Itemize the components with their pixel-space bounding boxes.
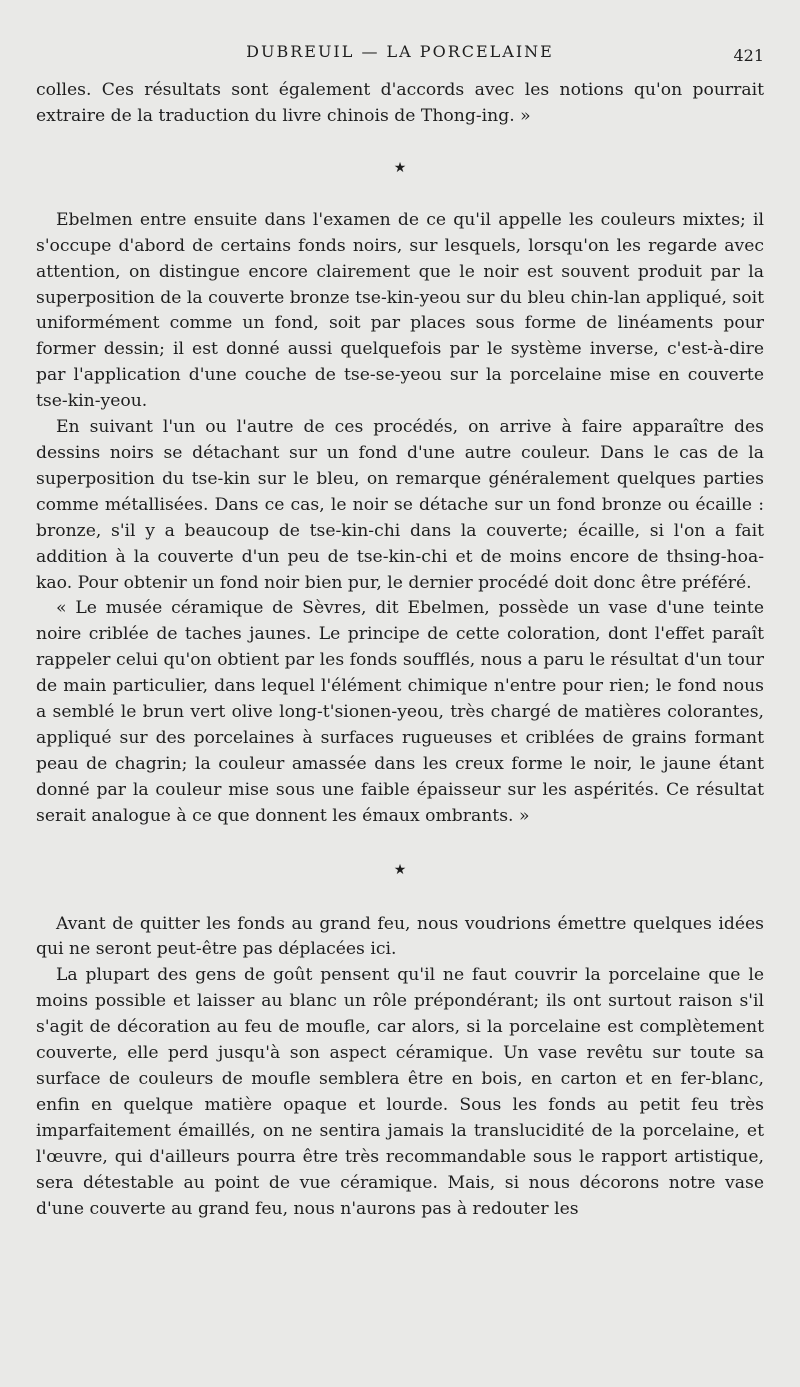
running-title: DUBREUIL — LA PORCELAINE	[246, 42, 554, 61]
paragraph: En suivant l'un ou l'autre de ces procédés, on arrive à faire apparaître des dessins noirs se détachant sur un fond d'une autre couleur. Dans le cas de la superposition du tse-kin sur le bleu, on remarque généralement quelques parties comme métallisées. Dans ce cas, le noir se détache sur un fond bronze ou écaille : bronze, s'il y a beaucoup de tse-kin-chi dans la couverte; écaille, si l'on a fait addition à la couverte d'un peu de tse-kin-chi et de moins encore de thsing-hoa-kao. Pour obtenir un fond noir bien pur, le dernier procédé doit donc être préféré.	[36, 417, 764, 593]
page-number: 421	[733, 46, 764, 65]
paragraph-continuation: colles. Ces résultats sont également d'accords avec les notions qu'on pourrait extraire de la traduction du livre chinois de Thong-ing. »	[36, 80, 764, 126]
paragraph-quotation: « Le musée céramique de Sèvres, dit Ebelmen, possède un vase d'une teinte noire criblée de taches jaunes. Le principe de cette coloration, dont l'effet paraît rappeler celui qu'on obtient par les fonds soufflés, nous a paru le résultat d'un tour de main particulier, dans lequel l'élément chimique n'entre pour rien; le fond nous a semblé le brun vert olive long-t'sionen-yeou, très chargé de matières colorantes, appliqué sur des porcelaines à surfaces rugueuses et criblées de grains formant peau de chagrin; la couleur amassée dans les creux forme le noir, le jaune étant donné par la couleur mise sous une faible épaisseur sur les aspérités. Ce résultat serait analogue à ce que donnent les émaux ombrants. »	[36, 598, 764, 826]
paragraph: Ebelmen entre ensuite dans l'examen de ce qu'il appelle les couleurs mixtes; il s'occupe d'abord de certains fonds noirs, sur lesquels, lorsqu'on les regarde avec attention, on distingue encore clairement que le noir est souvent produit par la superposition de la couverte bronze tse-kin-yeou sur du bleu chin-lan appliqué, soit uniformément comme un fond, soit par places sous forme de linéaments pour former dessin; il est donné aussi quelquefois par le système inverse, c'est-à-dire par l'application d'une couche de tse-se-yeou sur la porcelaine mise en couverte tse-kin-yeou.	[36, 209, 764, 412]
page-header	[0, 38, 800, 68]
paragraph: La plupart des gens de goût pensent qu'il ne faut couvrir la porcelaine que le moins possible et laisser au blanc un rôle prépondérant; ils ont surtout raison s'il s'agit de décoration au feu de moufle, car alors, si la porcelaine est complètement couverte, elle perd jusqu'à son aspect céramique. Un vase revêtu sur toute sa surface de couleurs de moufle semblera être en bois, en carton et en fer-blanc, enfin en quelque matière opaque et lourde. Sous les fonds au petit feu très imparfaitement émaillés, on ne sentira jamais la translucidité de la porcelaine, et l'œuvre, qui d'ailleurs pourra être très recommandable sous le rapport artistique, sera détestable au point de vue céramique. Mais, si nous décorons notre vase d'une couverte au grand feu, nous n'aurons pas à redouter les	[36, 965, 764, 1219]
star-separator: ★	[393, 159, 407, 176]
body-text	[36, 78, 764, 1222]
paragraph: Avant de quitter les fonds au grand feu, nous voudrions émettre quelques idées qui ne seront peut-être pas déplacées ici.	[36, 913, 764, 960]
star-separator: ★	[393, 861, 407, 878]
